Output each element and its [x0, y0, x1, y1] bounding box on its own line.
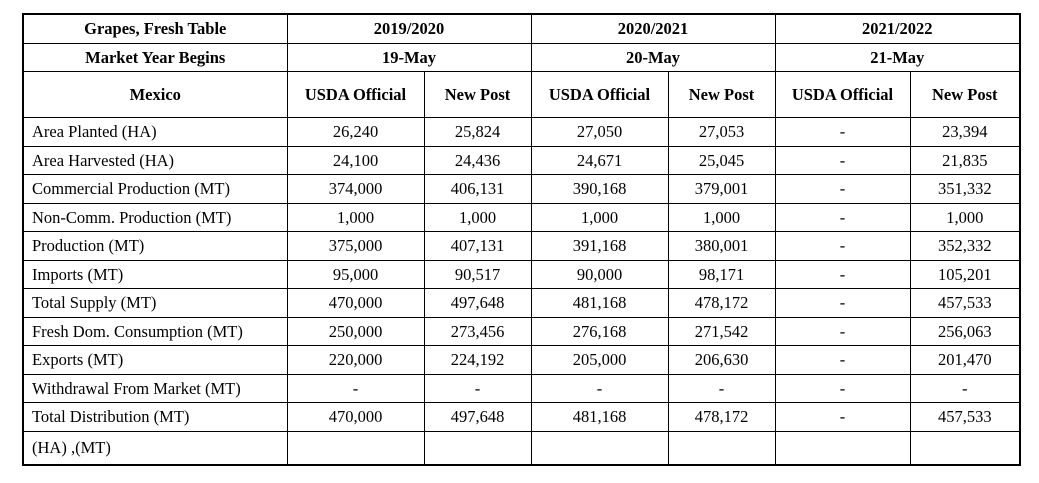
table-cell: 481,168: [531, 403, 668, 432]
table-cell: 25,824: [424, 118, 531, 147]
table-cell: 24,436: [424, 146, 531, 175]
table-cell: 105,201: [910, 260, 1020, 289]
table-cell: 276,168: [531, 317, 668, 346]
table-cell: 206,630: [668, 346, 775, 375]
table-cell: 224,192: [424, 346, 531, 375]
new-post-header: New Post: [424, 72, 531, 118]
table-cell: 24,671: [531, 146, 668, 175]
table-cell: 390,168: [531, 175, 668, 204]
year-2019-2020: 2019/2020: [287, 14, 531, 43]
table-cell: 379,001: [668, 175, 775, 204]
table-row: [23, 175, 1020, 204]
begins-2021-2022: 21-May: [775, 43, 1020, 72]
table-row: [23, 232, 1020, 261]
table-cell: -: [775, 346, 910, 375]
table-cell: -: [775, 203, 910, 232]
new-post-header: New Post: [668, 72, 775, 118]
table-cell: 201,470: [910, 346, 1020, 375]
table-cell: -: [424, 374, 531, 403]
table-cell: -: [775, 317, 910, 346]
market-year-label: Market Year Begins: [23, 43, 287, 72]
commodity-label: Grapes, Fresh Table: [23, 14, 287, 43]
empty-cell: [287, 431, 424, 465]
table-cell: 470,000: [287, 403, 424, 432]
table-row: [23, 118, 1020, 147]
empty-cell: [668, 431, 775, 465]
table-cell: 478,172: [668, 403, 775, 432]
row-label: Total Supply (MT): [23, 289, 287, 318]
table-cell: 380,001: [668, 232, 775, 261]
usda-official-header: USDA Official: [287, 72, 424, 118]
table-cell: -: [775, 146, 910, 175]
table-cell: 481,168: [531, 289, 668, 318]
row-label: Non-Comm. Production (MT): [23, 203, 287, 232]
header-row-market-year: [23, 43, 1020, 72]
empty-cell: [424, 431, 531, 465]
table-cell: 497,648: [424, 289, 531, 318]
begins-2020-2021: 20-May: [531, 43, 775, 72]
table-body: [23, 14, 1020, 465]
table-row: [23, 403, 1020, 432]
table-row: [23, 203, 1020, 232]
table-cell: 457,533: [910, 403, 1020, 432]
table-row: [23, 374, 1020, 403]
psd-table: [22, 13, 1021, 466]
table-cell: -: [775, 289, 910, 318]
table-cell: 1,000: [910, 203, 1020, 232]
table-row: [23, 146, 1020, 175]
row-label: Area Planted (HA): [23, 118, 287, 147]
table-cell: -: [775, 374, 910, 403]
row-label: Production (MT): [23, 232, 287, 261]
table-cell: -: [531, 374, 668, 403]
table-cell: 1,000: [424, 203, 531, 232]
table-cell: 220,000: [287, 346, 424, 375]
table-cell: -: [287, 374, 424, 403]
empty-cell: [775, 431, 910, 465]
new-post-header: New Post: [910, 72, 1020, 118]
table-cell: 406,131: [424, 175, 531, 204]
table-cell: -: [910, 374, 1020, 403]
row-label: Commercial Production (MT): [23, 175, 287, 204]
table-cell: -: [775, 175, 910, 204]
table-cell: 256,063: [910, 317, 1020, 346]
table-cell: 470,000: [287, 289, 424, 318]
table-cell: 205,000: [531, 346, 668, 375]
table-cell: 457,533: [910, 289, 1020, 318]
table-cell: 90,517: [424, 260, 531, 289]
table-cell: 23,394: [910, 118, 1020, 147]
country-label: Mexico: [23, 72, 287, 118]
table-row: [23, 346, 1020, 375]
table-cell: 351,332: [910, 175, 1020, 204]
table-cell: 26,240: [287, 118, 424, 147]
row-label: Area Harvested (HA): [23, 146, 287, 175]
table-cell: -: [775, 118, 910, 147]
table-cell: -: [775, 403, 910, 432]
header-row-columns: [23, 72, 1020, 118]
table-cell: 250,000: [287, 317, 424, 346]
year-2021-2022: 2021/2022: [775, 14, 1020, 43]
table-cell: 407,131: [424, 232, 531, 261]
table-cell: 21,835: [910, 146, 1020, 175]
table-cell: 95,000: [287, 260, 424, 289]
year-2020-2021: 2020/2021: [531, 14, 775, 43]
table-cell: 1,000: [531, 203, 668, 232]
table-cell: 27,053: [668, 118, 775, 147]
table-cell: 24,100: [287, 146, 424, 175]
table-cell: -: [668, 374, 775, 403]
row-label: Imports (MT): [23, 260, 287, 289]
row-label: Withdrawal From Market (MT): [23, 374, 287, 403]
usda-official-header: USDA Official: [775, 72, 910, 118]
row-label: Exports (MT): [23, 346, 287, 375]
begins-2019-2020: 19-May: [287, 43, 531, 72]
table-cell: 90,000: [531, 260, 668, 289]
table-cell: 271,542: [668, 317, 775, 346]
table-row: [23, 260, 1020, 289]
table-cell: 497,648: [424, 403, 531, 432]
table-cell: 25,045: [668, 146, 775, 175]
empty-cell: [531, 431, 668, 465]
footnote-row: [23, 431, 1020, 465]
table-cell: 352,332: [910, 232, 1020, 261]
units-footnote: (HA) ,(MT): [23, 431, 287, 465]
table-row: [23, 289, 1020, 318]
table-cell: -: [775, 232, 910, 261]
table-cell: -: [775, 260, 910, 289]
table-cell: 374,000: [287, 175, 424, 204]
table-cell: 273,456: [424, 317, 531, 346]
table-row: [23, 317, 1020, 346]
table-cell: 478,172: [668, 289, 775, 318]
table-cell: 1,000: [668, 203, 775, 232]
row-label: Fresh Dom. Consumption (MT): [23, 317, 287, 346]
header-row-years: [23, 14, 1020, 43]
row-label: Total Distribution (MT): [23, 403, 287, 432]
empty-cell: [910, 431, 1020, 465]
usda-official-header: USDA Official: [531, 72, 668, 118]
table-cell: 27,050: [531, 118, 668, 147]
table-cell: 1,000: [287, 203, 424, 232]
table-cell: 391,168: [531, 232, 668, 261]
table-cell: 98,171: [668, 260, 775, 289]
table-cell: 375,000: [287, 232, 424, 261]
